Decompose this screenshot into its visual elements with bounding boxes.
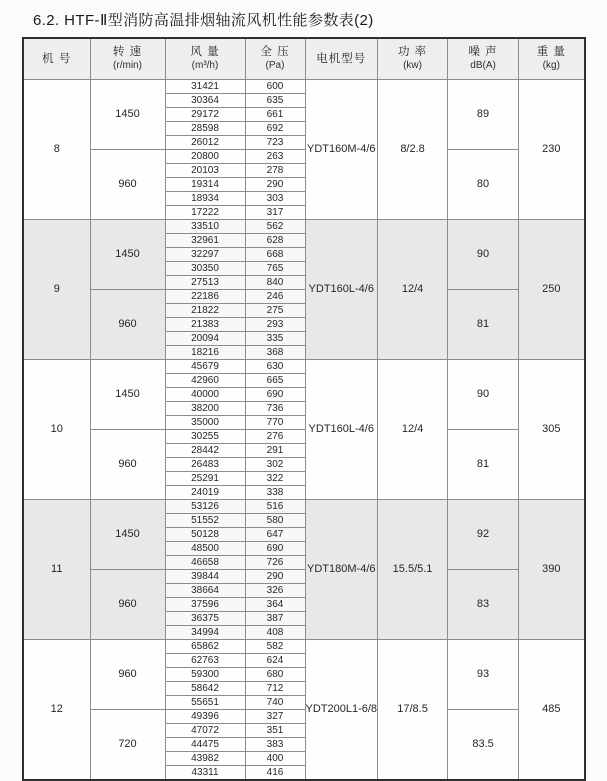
machine-no-cell: 9 — [23, 220, 90, 360]
airflow-cell: 26012 — [165, 136, 245, 150]
pressure-cell: 322 — [245, 472, 305, 486]
pressure-cell: 335 — [245, 332, 305, 346]
pressure-cell: 338 — [245, 486, 305, 500]
airflow-cell: 21383 — [165, 318, 245, 332]
noise-cell: 92 — [448, 500, 519, 570]
col-header-6: 噪 声 dB(A) — [448, 38, 519, 80]
pressure-cell: 635 — [245, 94, 305, 108]
header-row — [23, 38, 585, 80]
weight-cell: 250 — [519, 220, 585, 360]
table-row — [23, 570, 585, 584]
pressure-cell: 765 — [245, 262, 305, 276]
airflow-cell: 39844 — [165, 570, 245, 584]
airflow-cell: 37596 — [165, 598, 245, 612]
airflow-cell: 36375 — [165, 612, 245, 626]
pressure-cell: 387 — [245, 612, 305, 626]
table-row — [23, 500, 585, 514]
pressure-cell: 624 — [245, 654, 305, 668]
fan-performance-table — [22, 37, 586, 781]
power-cell: 12/4 — [378, 360, 448, 500]
page-title: 6.2. HTF-Ⅱ型消防高温排烟轴流风机性能参数表(2) — [33, 12, 374, 29]
noise-cell: 90 — [448, 220, 519, 290]
noise-cell: 93 — [448, 640, 519, 710]
pressure-cell: 303 — [245, 192, 305, 206]
pressure-cell: 246 — [245, 290, 305, 304]
pressure-cell: 630 — [245, 360, 305, 374]
airflow-cell: 45679 — [165, 360, 245, 374]
airflow-cell: 38664 — [165, 584, 245, 598]
col-header-5: 功 率 (kw) — [378, 38, 448, 80]
power-cell: 15.5/5.1 — [378, 500, 448, 640]
pressure-cell: 416 — [245, 766, 305, 781]
pressure-cell: 726 — [245, 556, 305, 570]
pressure-cell: 740 — [245, 696, 305, 710]
airflow-cell: 18216 — [165, 346, 245, 360]
machine-no-cell: 12 — [23, 640, 90, 781]
airflow-cell: 27513 — [165, 276, 245, 290]
pressure-cell: 600 — [245, 80, 305, 94]
weight-cell: 305 — [519, 360, 585, 500]
airflow-cell: 42960 — [165, 374, 245, 388]
airflow-cell: 32961 — [165, 234, 245, 248]
airflow-cell: 59300 — [165, 668, 245, 682]
pressure-cell: 840 — [245, 276, 305, 290]
table-body — [23, 80, 585, 781]
airflow-cell: 20094 — [165, 332, 245, 346]
machine-no-cell: 11 — [23, 500, 90, 640]
pressure-cell: 290 — [245, 570, 305, 584]
airflow-cell: 55651 — [165, 696, 245, 710]
table-row — [23, 640, 585, 654]
pressure-cell: 690 — [245, 542, 305, 556]
airflow-cell: 58642 — [165, 682, 245, 696]
motor-model-cell: YDT200L1-6/8 — [305, 640, 378, 781]
airflow-cell: 34994 — [165, 626, 245, 640]
power-cell: 12/4 — [378, 220, 448, 360]
pressure-cell: 317 — [245, 206, 305, 220]
pressure-cell: 276 — [245, 430, 305, 444]
airflow-cell: 53126 — [165, 500, 245, 514]
col-header-1: 转 速 (r/min) — [90, 38, 165, 80]
noise-cell: 83 — [448, 570, 519, 640]
pressure-cell: 580 — [245, 514, 305, 528]
pressure-cell: 582 — [245, 640, 305, 654]
airflow-cell: 51552 — [165, 514, 245, 528]
pressure-cell: 364 — [245, 598, 305, 612]
pressure-cell: 661 — [245, 108, 305, 122]
motor-model-cell: YDT160L-4/6 — [305, 220, 378, 360]
table-row — [23, 360, 585, 374]
pressure-cell: 692 — [245, 122, 305, 136]
airflow-cell: 26483 — [165, 458, 245, 472]
table-header — [23, 38, 585, 80]
col-header-3: 全 压 (Pa) — [245, 38, 305, 80]
pressure-cell: 327 — [245, 710, 305, 724]
rpm-cell: 1450 — [90, 80, 165, 150]
noise-cell: 81 — [448, 290, 519, 360]
pressure-cell: 291 — [245, 444, 305, 458]
pressure-cell: 712 — [245, 682, 305, 696]
pressure-cell: 275 — [245, 304, 305, 318]
airflow-cell: 28598 — [165, 122, 245, 136]
rpm-cell: 960 — [90, 150, 165, 220]
col-header-7: 重 量 (kg) — [519, 38, 585, 80]
airflow-cell: 24019 — [165, 486, 245, 500]
table-row — [23, 430, 585, 444]
rpm-cell: 960 — [90, 290, 165, 360]
airflow-cell: 28442 — [165, 444, 245, 458]
motor-model-cell: YDT180M-4/6 — [305, 500, 378, 640]
col-header-2: 风 量 (m³/h) — [165, 38, 245, 80]
airflow-cell: 29172 — [165, 108, 245, 122]
airflow-cell: 20103 — [165, 164, 245, 178]
pressure-cell: 290 — [245, 178, 305, 192]
airflow-cell: 46658 — [165, 556, 245, 570]
weight-cell: 390 — [519, 500, 585, 640]
pressure-cell: 647 — [245, 528, 305, 542]
airflow-cell: 48500 — [165, 542, 245, 556]
motor-model-cell: YDT160M-4/6 — [305, 80, 378, 220]
table-row — [23, 150, 585, 164]
pressure-cell: 628 — [245, 234, 305, 248]
noise-cell: 81 — [448, 430, 519, 500]
pressure-cell: 690 — [245, 388, 305, 402]
table-row — [23, 290, 585, 304]
col-header-0: 机 号 — [23, 38, 90, 80]
airflow-cell: 30364 — [165, 94, 245, 108]
airflow-cell: 20800 — [165, 150, 245, 164]
power-cell: 8/2.8 — [378, 80, 448, 220]
pressure-cell: 736 — [245, 402, 305, 416]
pressure-cell: 516 — [245, 500, 305, 514]
pressure-cell: 368 — [245, 346, 305, 360]
rpm-cell: 1450 — [90, 500, 165, 570]
airflow-cell: 21822 — [165, 304, 245, 318]
weight-cell: 230 — [519, 80, 585, 220]
pressure-cell: 383 — [245, 738, 305, 752]
airflow-cell: 40000 — [165, 388, 245, 402]
power-cell: 17/8.5 — [378, 640, 448, 781]
noise-cell: 90 — [448, 360, 519, 430]
airflow-cell: 62763 — [165, 654, 245, 668]
airflow-cell: 17222 — [165, 206, 245, 220]
rpm-cell: 1450 — [90, 360, 165, 430]
pressure-cell: 668 — [245, 248, 305, 262]
rpm-cell: 720 — [90, 710, 165, 781]
machine-no-cell: 10 — [23, 360, 90, 500]
col-header-4: 电机型号 — [305, 38, 378, 80]
table-row — [23, 80, 585, 94]
pressure-cell: 326 — [245, 584, 305, 598]
pressure-cell: 723 — [245, 136, 305, 150]
rpm-cell: 960 — [90, 430, 165, 500]
airflow-cell: 43982 — [165, 752, 245, 766]
airflow-cell: 50128 — [165, 528, 245, 542]
airflow-cell: 19314 — [165, 178, 245, 192]
pressure-cell: 408 — [245, 626, 305, 640]
pressure-cell: 263 — [245, 150, 305, 164]
airflow-cell: 30350 — [165, 262, 245, 276]
airflow-cell: 44475 — [165, 738, 245, 752]
weight-cell: 485 — [519, 640, 585, 781]
pressure-cell: 351 — [245, 724, 305, 738]
pressure-cell: 562 — [245, 220, 305, 234]
table-row — [23, 220, 585, 234]
pressure-cell: 278 — [245, 164, 305, 178]
pressure-cell: 770 — [245, 416, 305, 430]
airflow-cell: 22186 — [165, 290, 245, 304]
motor-model-cell: YDT160L-4/6 — [305, 360, 378, 500]
pressure-cell: 680 — [245, 668, 305, 682]
airflow-cell: 65862 — [165, 640, 245, 654]
airflow-cell: 47072 — [165, 724, 245, 738]
pressure-cell: 665 — [245, 374, 305, 388]
airflow-cell: 49396 — [165, 710, 245, 724]
airflow-cell: 18934 — [165, 192, 245, 206]
machine-no-cell: 8 — [23, 80, 90, 220]
table-row — [23, 710, 585, 724]
noise-cell: 80 — [448, 150, 519, 220]
airflow-cell: 33510 — [165, 220, 245, 234]
airflow-cell: 31421 — [165, 80, 245, 94]
airflow-cell: 30255 — [165, 430, 245, 444]
airflow-cell: 32297 — [165, 248, 245, 262]
airflow-cell: 38200 — [165, 402, 245, 416]
pressure-cell: 302 — [245, 458, 305, 472]
pressure-cell: 400 — [245, 752, 305, 766]
rpm-cell: 960 — [90, 640, 165, 710]
pressure-cell: 293 — [245, 318, 305, 332]
noise-cell: 89 — [448, 80, 519, 150]
rpm-cell: 1450 — [90, 220, 165, 290]
airflow-cell: 35000 — [165, 416, 245, 430]
airflow-cell: 43311 — [165, 766, 245, 781]
noise-cell: 83.5 — [448, 710, 519, 781]
airflow-cell: 25291 — [165, 472, 245, 486]
rpm-cell: 960 — [90, 570, 165, 640]
